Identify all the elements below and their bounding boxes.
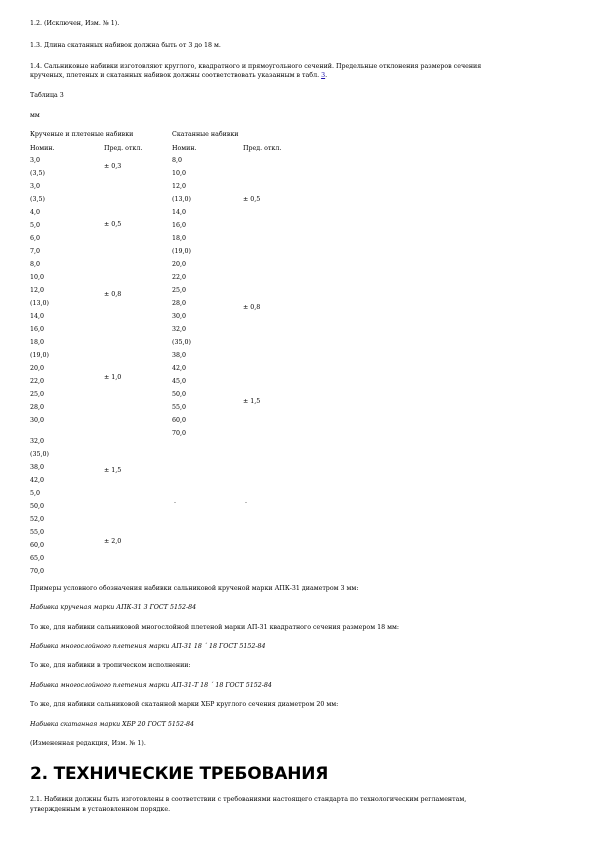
right-nominal-cell: 12,0 [172,183,187,190]
table-3-link[interactable]: 3 [321,72,326,79]
paragraph-1-4-line1: 1.4. Сальниковые набивки изготовляют круглого, квадратного и прямоугольного сечений. Предельные отклонения размеров сечения [30,63,482,70]
table-head-nominal-left: Номин. [30,145,55,152]
left-nominal-cell: 60,0 [30,542,45,549]
example-designation: Набивка многослойного плетения марки АП-31-Т 18 ´ 18 ГОСТ 5152-84 [30,682,272,689]
right-nominal-cell: 22,0 [172,274,187,281]
left-dev-cell: ± 0,3 [104,163,122,170]
right-nominal-cell: (13,0) [172,196,191,203]
left-nominal-cell: 6,0 [30,235,41,242]
right-nominal-cell: 60,0 [172,417,187,424]
left-nominal-cell: 30,0 [30,417,45,424]
left-dev-cell: ± 2,0 [104,538,122,545]
table-title: Таблица 3 [30,92,64,99]
left-nominal-cell: (13,0) [30,300,49,307]
paragraph-1-4-end: . [325,72,328,79]
right-nominal-cell: (35,0) [172,339,191,346]
paragraph-1-4-text: крученых, плетеных и скатанных набивок должны соответствовать указанным в табл. [30,72,322,79]
left-nominal-cell: (3,5) [30,196,45,203]
left-nominal-cell: 28,0 [30,404,45,411]
right-nominal-cell: 45,0 [172,378,187,385]
left-nominal-cell: 70,0 [30,568,45,575]
table-head-nominal-right: Номин. [172,145,197,152]
example-designation: Набивка скатанная марки ХБР 20 ГОСТ 5152-84 [30,721,195,728]
left-nominal-cell: 38,0 [30,464,45,471]
left-dev-cell: ± 1,5 [104,467,122,474]
left-dev-cell: ± 0,5 [104,221,122,228]
left-nominal-cell: (35,0) [30,451,49,458]
left-dev-cell: ± 0,8 [104,291,122,298]
left-nominal-cell: 65,0 [30,555,45,562]
example-designation: Набивка крученая марки АПК-31 3 ГОСТ 5152-84 [30,604,197,611]
table-units: мм [30,112,40,119]
left-nominal-cell: 7,0 [30,248,41,255]
right-nominal-cell: 38,0 [172,352,187,359]
left-nominal-cell: 55,0 [30,529,45,536]
right-nominal-cell: 10,0 [172,170,187,177]
left-nominal-cell: 52,0 [30,516,45,523]
example-intro: То же, для набивки сальниковой многослойной плетеной марки АП-31 квадратного сечения размером 18 мм: [30,624,400,631]
right-nominal-cell: 70,0 [172,430,187,437]
right-dev-cell: ± 0,5 [243,196,261,203]
right-nominal-cell: 55,0 [172,404,187,411]
paragraph-2-1-line2: утвержденным в установленном порядке. [30,806,171,813]
left-nominal-cell: 12,0 [30,287,45,294]
left-nominal-cell: 14,0 [30,313,45,320]
table-head-dev-right: Пред. откл. [243,145,282,152]
left-nominal-cell: 20,0 [30,365,45,372]
right-dev-cell: ± 1,5 [243,398,261,405]
left-nominal-cell: 42,0 [30,477,45,484]
left-nominal-cell: 3,0 [30,183,41,190]
example-intro: То же, для набивки сальниковой скатанной марки ХБР круглого сечения диаметром 20 мм: [30,701,339,708]
paragraph-1-2: 1.2. (Исключен, Изм. № 1). [30,20,120,27]
section-heading: 2. ТЕХНИЧЕСКИЕ ТРЕБОВАНИЯ [30,764,329,784]
left-nominal-cell: 5,0 [30,490,41,497]
table-head-dev-left: Пред. откл. [104,145,143,152]
right-dev-cell: ± 0,8 [243,304,261,311]
right-nominal-cell: 8,0 [172,157,183,164]
right-nominal-cell: 30,0 [172,313,187,320]
right-nominal-cell: 28,0 [172,300,187,307]
right-nominal-cell: 50,0 [172,391,187,398]
example-intro: Примеры условного обозначения набивки сальниковой крученой марки АПК-31 диаметром 3 мм: [30,585,359,592]
right-nominal-cell: 14,0 [172,209,187,216]
left-nominal-cell: 22,0 [30,378,45,385]
left-nominal-cell: 32,0 [30,438,45,445]
example-designation: Набивка многослойного плетения марки АП-31 18 ´ 18 ГОСТ 5152-84 [30,643,266,650]
right-nominal-cell: (19,0) [172,248,191,255]
revision-note: (Измененная редакция, Изм. № 1). [30,740,146,747]
right-nominal-cell: 32,0 [172,326,187,333]
right-nominal-cell: 42,0 [172,365,187,372]
paragraph-1-4-line2 [30,72,327,80]
left-nominal-cell: 10,0 [30,274,45,281]
left-dev-cell: ± 1,0 [104,374,122,381]
table-dot: . [174,498,177,505]
table-dot: . [245,498,248,505]
left-nominal-cell: 25,0 [30,391,45,398]
left-nominal-cell: (19,0) [30,352,49,359]
left-nominal-cell: 5,0 [30,222,41,229]
left-nominal-cell: 3,0 [30,157,41,164]
example-intro: То же, для набивки в тропическом исполнении: [30,662,191,669]
table-group-right: Скатанные набивки [172,131,239,138]
left-nominal-cell: 4,0 [30,209,41,216]
right-nominal-cell: 20,0 [172,261,187,268]
table-group-left: Крученые и плетеные набивки [30,131,134,138]
right-nominal-cell: 16,0 [172,222,187,229]
left-nominal-cell: 18,0 [30,339,45,346]
left-nominal-cell: 8,0 [30,261,41,268]
paragraph-1-3: 1.3. Длина скатанных набивок должна быть от 3 до 18 м. [30,42,221,49]
left-nominal-cell: 50,0 [30,503,45,510]
left-nominal-cell: 16,0 [30,326,45,333]
paragraph-2-1-line1: 2.1. Набивки должны быть изготовлены в соответствии с требованиями настоящего стандарта по технологическим регламентам, [30,796,467,803]
right-nominal-cell: 25,0 [172,287,187,294]
left-nominal-cell: (3,5) [30,170,45,177]
right-nominal-cell: 18,0 [172,235,187,242]
